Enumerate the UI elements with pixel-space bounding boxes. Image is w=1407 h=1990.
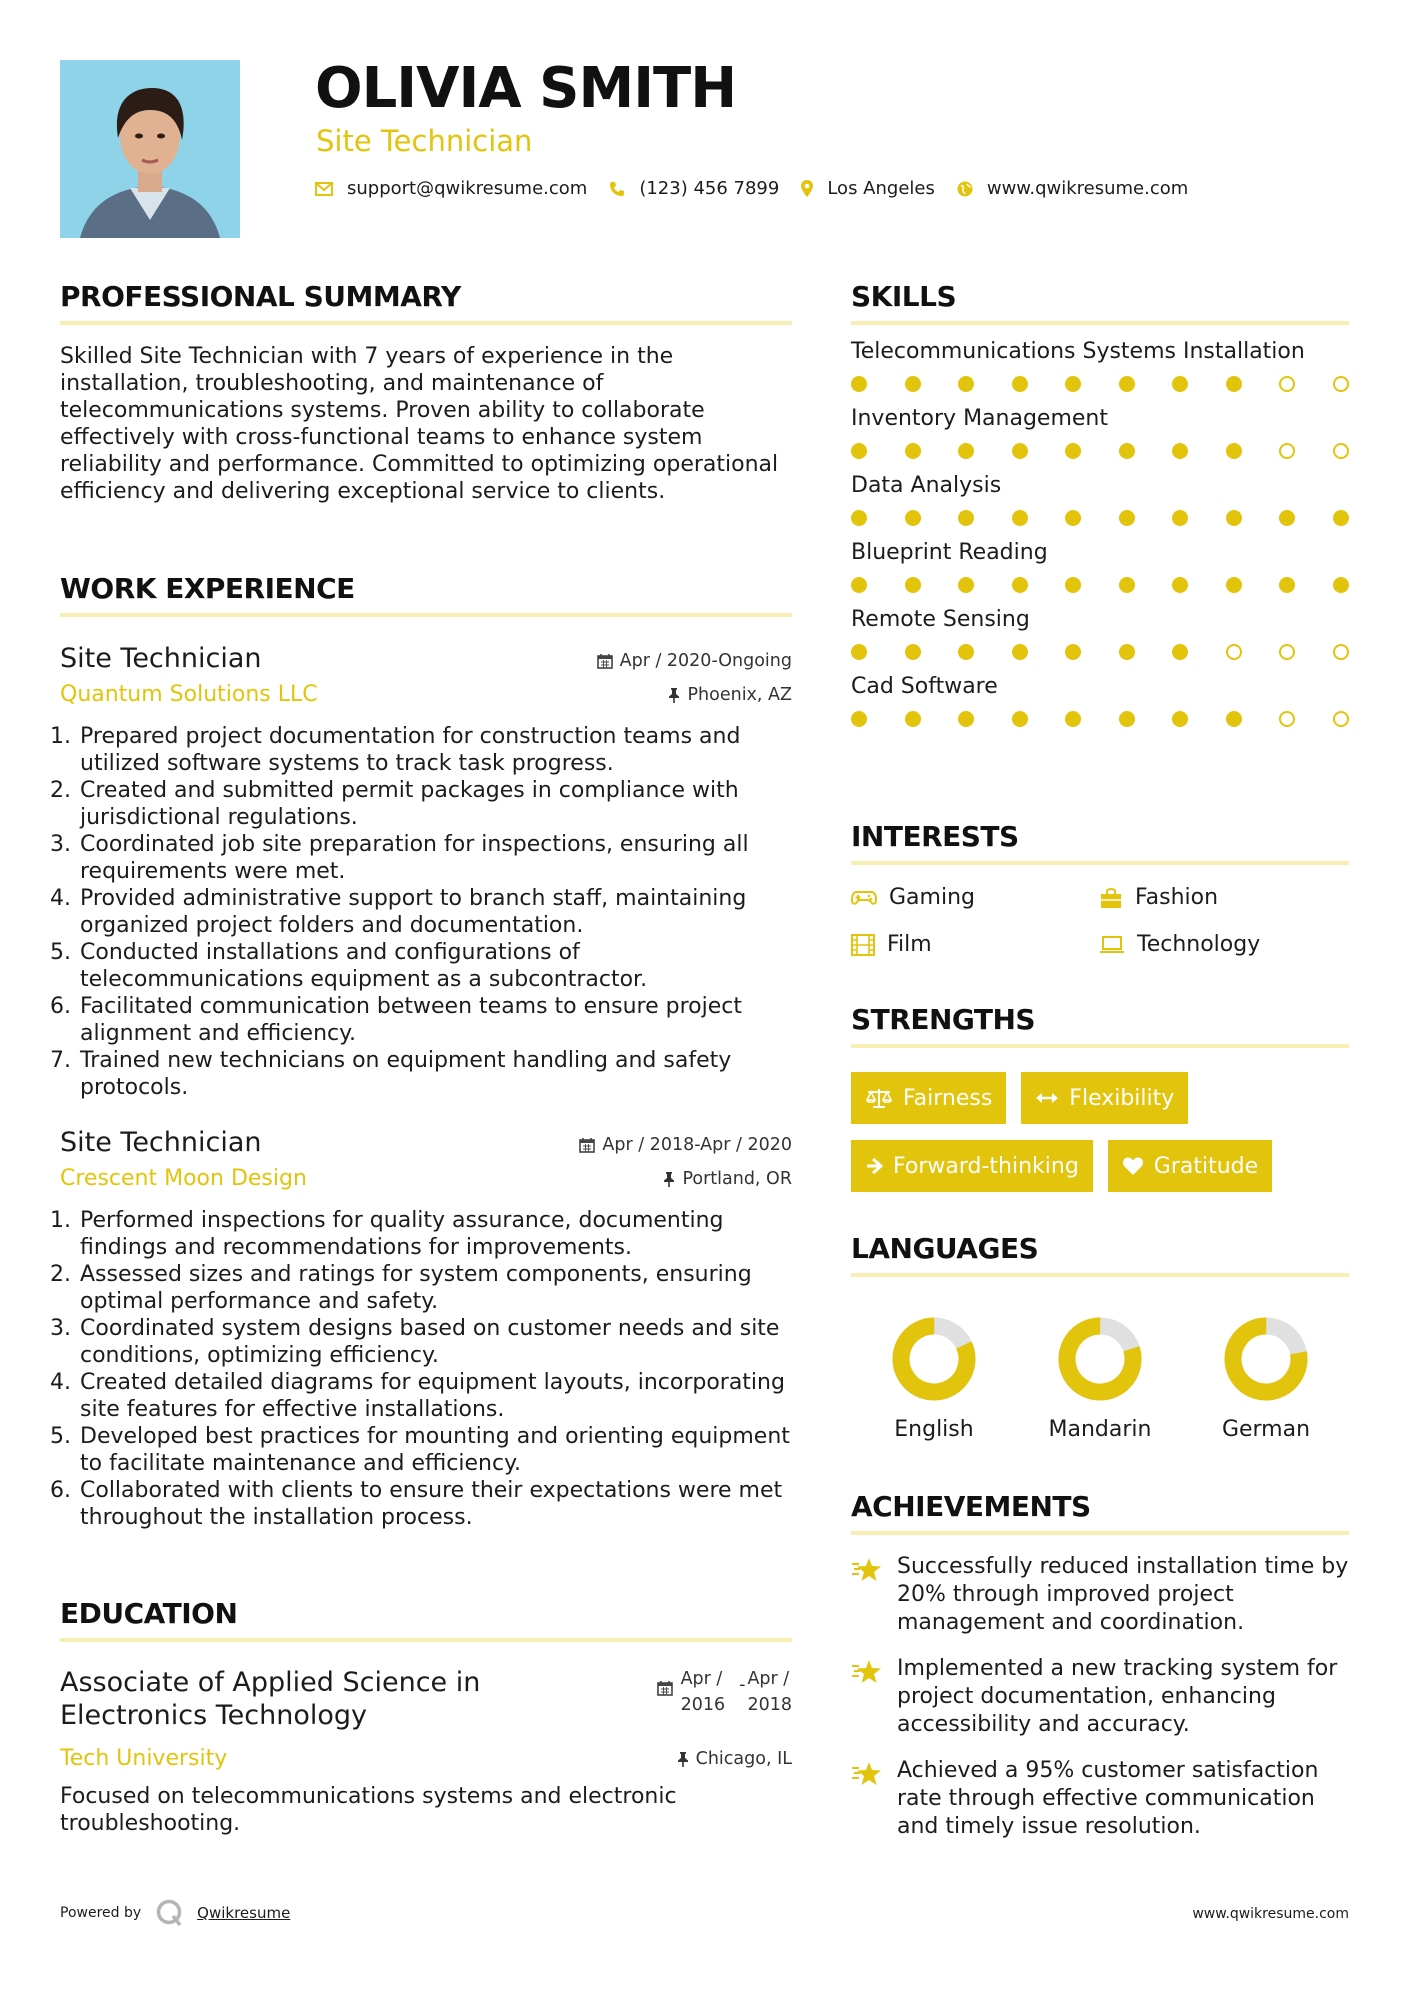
rating-dot-filled: [1012, 376, 1028, 392]
rating-dot-filled: [1065, 376, 1081, 392]
rating-dot-filled: [958, 711, 974, 727]
film-icon: [851, 934, 875, 956]
skills-section: [851, 280, 1349, 727]
contact-email[interactable]: [315, 178, 587, 199]
language-label: Mandarin: [1048, 1417, 1152, 1442]
footer-powered-text: Powered by: [60, 1905, 142, 1921]
rating-dot-empty: [1333, 443, 1349, 459]
language-ring: [1056, 1315, 1144, 1403]
experience-section: [60, 572, 792, 1531]
envelope-icon: [315, 182, 333, 196]
rating-dot-filled: [851, 711, 867, 727]
list-item: 3. Coordinated job site preparation for inspections, ensuring all requirements were met.: [78, 831, 792, 885]
qwikresume-logo-icon: [155, 1898, 185, 1928]
list-item: 4. Created detailed diagrams for equipment layouts, incorporating site features for effective installations.: [78, 1369, 792, 1423]
skill-rating: [851, 577, 1349, 593]
rating-dot-filled: [1119, 443, 1135, 459]
arrows-horizontal-icon: [1035, 1091, 1059, 1105]
interest-item: [1099, 885, 1349, 910]
strength-chip: [1021, 1072, 1188, 1124]
contact-phone[interactable]: [609, 178, 779, 199]
list-item: 3. Coordinated system designs based on customer needs and site conditions, optimizing efficiency.: [78, 1315, 792, 1369]
skill-rating: [851, 644, 1349, 660]
rating-dot-filled: [1065, 443, 1081, 459]
list-item: 6. Facilitated communication between teams to ensure project alignment and efficiency.: [78, 993, 792, 1047]
rating-dot-filled: [1012, 644, 1028, 660]
rating-dot-empty: [1279, 376, 1295, 392]
rating-dot-filled: [905, 644, 921, 660]
pushpin-icon: [668, 687, 680, 703]
contact-phone-text: (123) 456 7899: [639, 178, 780, 199]
rating-dot-filled: [1226, 443, 1242, 459]
language-ring: [890, 1315, 978, 1403]
pushpin-icon: [677, 1751, 689, 1767]
job-duties-list: [60, 1207, 792, 1531]
skill-item: [851, 607, 1349, 660]
rating-dot-filled: [851, 443, 867, 459]
skill-name: Data Analysis: [851, 473, 1002, 498]
rating-dot-filled: [1172, 376, 1188, 392]
contact-website[interactable]: [957, 178, 1188, 199]
rating-dot-empty: [1333, 711, 1349, 727]
job-location-text: Portland, OR: [682, 1168, 792, 1189]
rating-dot-filled: [1065, 644, 1081, 660]
skill-rating: [851, 443, 1349, 459]
rating-dot-filled: [958, 577, 974, 593]
laptop-icon: [1099, 936, 1125, 954]
interest-label: Technology: [1137, 932, 1261, 957]
job-location: [668, 685, 792, 705]
rating-dot-filled: [1119, 510, 1135, 526]
education-heading: EDUCATION: [60, 1597, 792, 1642]
strengths-heading: STRENGTHS: [851, 1003, 1349, 1048]
globe-icon: [957, 181, 973, 197]
rating-dot-filled: [1226, 711, 1242, 727]
job-dates: [579, 1135, 792, 1155]
skill-item: [851, 473, 1349, 526]
language-label: English: [894, 1417, 974, 1442]
languages-list: [851, 1315, 1349, 1442]
education-end-year: 2018: [747, 1695, 792, 1715]
calendar-icon: [597, 653, 613, 669]
rating-dot-filled: [958, 510, 974, 526]
education-description: Focused on telecommunications systems and electronic troubleshooting.: [60, 1784, 677, 1836]
summary-section: [60, 280, 792, 505]
strength-label: Fairness: [903, 1085, 993, 1111]
rating-dot-filled: [1119, 577, 1135, 593]
job-company: Quantum Solutions LLC: [60, 682, 318, 707]
list-item: 4. Provided administrative support to branch staff, maintaining organized project folders and documentation.: [78, 885, 792, 939]
language-item: [1183, 1315, 1349, 1442]
rating-dot-filled: [851, 376, 867, 392]
job-location: [663, 1169, 792, 1189]
skills-list: [851, 339, 1349, 727]
star-achievement-icon: [851, 1761, 883, 1787]
rating-dot-filled: [1012, 711, 1028, 727]
language-ring: [1222, 1315, 1310, 1403]
candidate-name: OLIVIA SMITH: [315, 56, 737, 121]
education-degree: Associate of Applied Science in Electronics Technology: [60, 1667, 481, 1731]
language-item: [1017, 1315, 1183, 1442]
skill-name: Telecommunications Systems Installation: [851, 339, 1305, 364]
job-dates: [597, 651, 792, 671]
contact-website-text: www.qwikresume.com: [986, 178, 1189, 199]
footer-brand-link[interactable]: Qwikresume: [197, 1904, 291, 1922]
rating-dot-filled: [1226, 577, 1242, 593]
contact-location: [801, 178, 935, 199]
rating-dot-filled: [1065, 510, 1081, 526]
skill-item: [851, 540, 1349, 593]
interest-item: [851, 885, 1099, 910]
education-dates: [657, 1666, 792, 1718]
rating-dot-empty: [1279, 644, 1295, 660]
pushpin-icon: [663, 1171, 675, 1187]
rating-dot-empty: [1226, 644, 1242, 660]
calendar-icon: [579, 1137, 595, 1153]
list-item: 2. Assessed sizes and ratings for system components, ensuring optimal performance and safety.: [78, 1261, 792, 1315]
rating-dot-empty: [1279, 443, 1295, 459]
experience-heading: WORK EXPERIENCE: [60, 572, 792, 617]
rating-dot-filled: [1172, 711, 1188, 727]
strengths-section: [851, 1003, 1349, 1192]
achievement-text: Implemented a new tracking system for project documentation, enhancing accessibility and accuracy.: [897, 1656, 1338, 1737]
skill-rating: [851, 510, 1349, 526]
achievement-item: [851, 1757, 1349, 1841]
rating-dot-filled: [1012, 510, 1028, 526]
achievements-list: [851, 1553, 1349, 1841]
footer-powered-by: [60, 1898, 290, 1928]
job-dates-text: Apr / 2018-Apr / 2020: [602, 1135, 792, 1155]
contact-location-text: Los Angeles: [827, 178, 935, 199]
heart-icon: [1122, 1156, 1144, 1176]
rating-dot-filled: [1172, 510, 1188, 526]
skill-name: Blueprint Reading: [851, 540, 1048, 565]
education-start-month: Apr /: [680, 1669, 723, 1689]
strength-chip: [851, 1140, 1093, 1192]
language-item: [851, 1315, 1017, 1442]
list-item: 6. Collaborated with clients to ensure their expectations were met throughout the installation process.: [78, 1477, 792, 1531]
skill-item: [851, 339, 1349, 392]
skill-name: Remote Sensing: [851, 607, 1030, 632]
job-entry: [60, 643, 792, 1101]
rating-dot-filled: [905, 510, 921, 526]
achievement-item: [851, 1655, 1349, 1739]
phone-icon: [609, 181, 625, 197]
rating-dot-filled: [1065, 711, 1081, 727]
rating-dot-filled: [1172, 443, 1188, 459]
strength-label: Gratitude: [1153, 1153, 1259, 1179]
job-dates-text: Apr / 2020-Ongoing: [619, 651, 792, 671]
languages-heading: LANGUAGES: [851, 1232, 1349, 1277]
rating-dot-filled: [1279, 510, 1295, 526]
list-item: 7. Trained new technicians on equipment handling and safety protocols.: [78, 1047, 792, 1101]
job-location-text: Phoenix, AZ: [687, 684, 792, 705]
location-pin-icon: [801, 180, 813, 197]
strength-label: Forward-thinking: [893, 1153, 1079, 1179]
skill-item: [851, 406, 1349, 459]
achievement-text: Successfully reduced installation time by 20% through improved project management and coordination.: [897, 1554, 1349, 1635]
summary-heading: PROFESSIONAL SUMMARY: [60, 280, 792, 325]
rating-dot-filled: [1226, 510, 1242, 526]
arrow-right-icon: [865, 1157, 883, 1175]
interests-heading: INTERESTS: [851, 820, 1349, 865]
rating-dot-filled: [1333, 577, 1349, 593]
language-ring-level: [890, 1315, 978, 1403]
achievement-text: Achieved a 95% customer satisfaction rate through effective communication and timely issue resolution.: [897, 1758, 1319, 1839]
rating-dot-filled: [958, 376, 974, 392]
strength-label: Flexibility: [1069, 1085, 1175, 1111]
rating-dot-empty: [1279, 711, 1295, 727]
education-section: [60, 1597, 792, 1837]
achievements-section: [851, 1490, 1349, 1841]
profile-photo: [60, 60, 240, 238]
rating-dot-filled: [905, 376, 921, 392]
education-school: Tech University: [60, 1746, 228, 1771]
skill-item: [851, 674, 1349, 727]
rating-dot-filled: [958, 443, 974, 459]
contact-email-text: support@qwikresume.com: [347, 178, 588, 199]
skill-rating: [851, 376, 1349, 392]
rating-dot-filled: [905, 711, 921, 727]
list-item: 1. Prepared project documentation for construction teams and utilized software systems to track task progress.: [78, 723, 792, 777]
education-end-month: Apr /: [747, 1669, 790, 1689]
footer-site: www.qwikresume.com: [1192, 1906, 1349, 1922]
rating-dot-filled: [905, 577, 921, 593]
languages-section: [851, 1232, 1349, 1442]
contact-bar: [315, 178, 1210, 199]
interest-label: Gaming: [889, 885, 975, 910]
list-item: 1. Performed inspections for quality assurance, documenting findings and recommendations for improvements.: [78, 1207, 792, 1261]
rating-dot-filled: [1172, 644, 1188, 660]
rating-dot-filled: [1333, 510, 1349, 526]
rating-dot-filled: [1012, 577, 1028, 593]
job-title: Site Technician: [60, 643, 262, 674]
job-company: Crescent Moon Design: [60, 1166, 307, 1191]
language-label: German: [1221, 1417, 1311, 1442]
interest-label: Film: [887, 932, 932, 957]
skill-name: Cad Software: [851, 674, 998, 699]
rating-dot-filled: [851, 577, 867, 593]
education-location-text: Chicago, IL: [695, 1748, 792, 1769]
list-item: 5. Conducted installations and configurations of telecommunications equipment as a subcontractor.: [78, 939, 792, 993]
job-entry: [60, 1127, 792, 1531]
interest-item: [851, 932, 1099, 957]
rating-dot-filled: [1119, 376, 1135, 392]
gamepad-icon: [851, 890, 877, 906]
rating-dot-filled: [851, 510, 867, 526]
rating-dot-empty: [1333, 376, 1349, 392]
strength-chip: [1108, 1140, 1272, 1192]
achievements-heading: ACHIEVEMENTS: [851, 1490, 1349, 1535]
rating-dot-filled: [1279, 577, 1295, 593]
rating-dot-filled: [1012, 443, 1028, 459]
education-location: [677, 1749, 792, 1769]
balance-scale-icon: [865, 1087, 893, 1109]
candidate-title: Site Technician: [316, 124, 533, 158]
list-item: 2. Created and submitted permit packages in compliance with jurisdictional regulations.: [78, 777, 792, 831]
star-achievement-icon: [851, 1557, 883, 1583]
interest-item: [1099, 932, 1349, 957]
skill-rating: [851, 711, 1349, 727]
rating-dot-filled: [1226, 376, 1242, 392]
job-title: Site Technician: [60, 1127, 262, 1158]
rating-dot-filled: [958, 644, 974, 660]
strength-chip: [851, 1072, 1006, 1124]
job-duties-list: [60, 723, 792, 1101]
education-date-dash: -: [739, 1675, 746, 1695]
rating-dot-filled: [1119, 644, 1135, 660]
shopping-bag-icon: [1099, 887, 1123, 909]
achievement-item: [851, 1553, 1349, 1637]
skill-name: Inventory Management: [851, 406, 1108, 431]
education-start-year: 2016: [680, 1695, 726, 1715]
interests-section: [851, 820, 1349, 957]
rating-dot-filled: [1119, 711, 1135, 727]
rating-dot-empty: [1333, 644, 1349, 660]
rating-dot-filled: [851, 644, 867, 660]
calendar-icon: [657, 1680, 673, 1696]
rating-dot-filled: [1065, 577, 1081, 593]
summary-text: Skilled Site Technician with 7 years of experience in the installation, troubleshooting, and maintenance of telecommunications systems. Proven ability to collaborate effectively with cross-functional teams to enhance system reliability and performance. Committed to optimizing operational efficiency and delivering exceptional service to clients.: [60, 344, 779, 504]
rating-dot-filled: [1172, 577, 1188, 593]
star-achievement-icon: [851, 1659, 883, 1685]
interest-label: Fashion: [1135, 885, 1219, 910]
list-item: 5. Developed best practices for mounting and orienting equipment to facilitate maintenance and efficiency.: [78, 1423, 792, 1477]
rating-dot-filled: [905, 443, 921, 459]
skills-heading: SKILLS: [851, 280, 1349, 325]
